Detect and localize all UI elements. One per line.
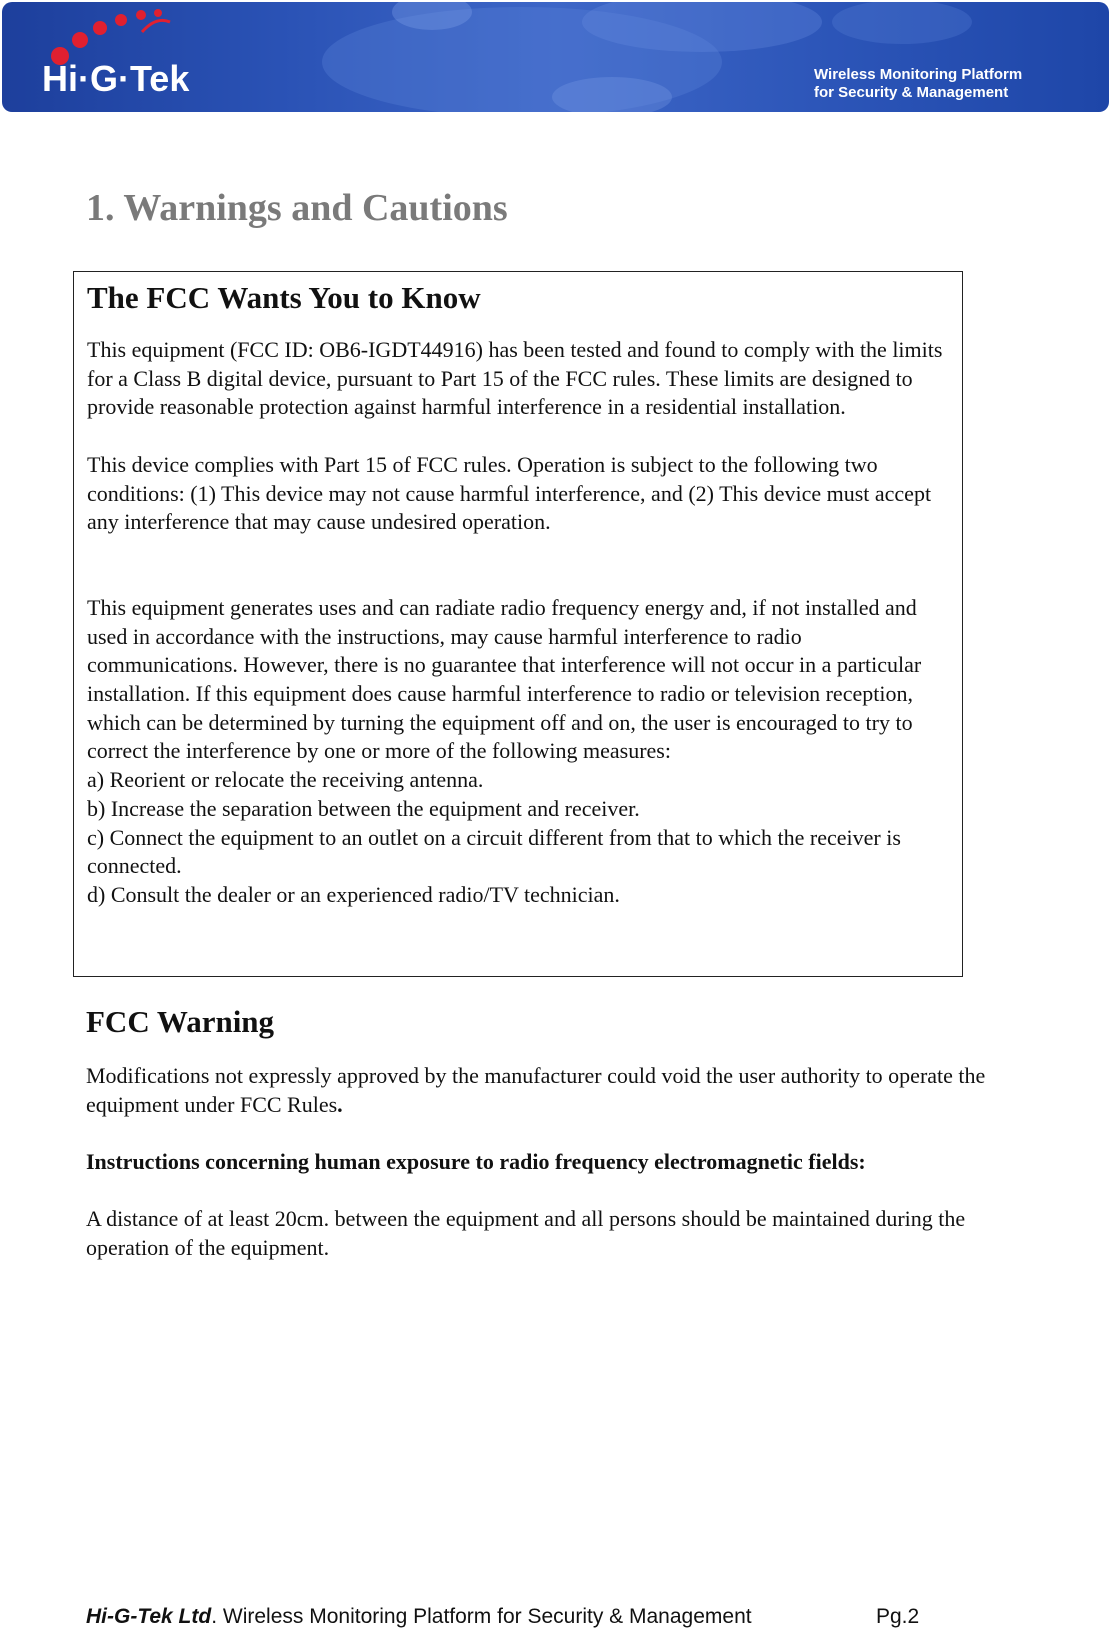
footer-text: . Wireless Monitoring Platform for Security & Management xyxy=(211,1605,752,1628)
tagline-line1: Wireless Monitoring Platform xyxy=(814,66,1023,83)
header-tagline xyxy=(814,66,1022,102)
measure-item: b) Increase the separation between the equipment and receiver. xyxy=(87,795,640,821)
page-footer xyxy=(86,1605,920,1629)
page-prefix: Pg. xyxy=(876,1605,908,1628)
exposure-paragraph: A distance of at least 20cm. between the equipment and all persons should be maintained during the operation of the equipment. xyxy=(86,1206,966,1261)
modifications-text: Modifications not expressly approved by the manufacturer could void the user authority to operate the equipment under FCC Rules xyxy=(86,1063,986,1117)
measure-item: d) Consult the dealer or an experienced radio/TV technician. xyxy=(87,881,620,907)
interference-paragraph: This equipment generates uses and can radiate radio frequency energy and, if not installed and used in accordance with the instructions, may cause harmful interference to radio communications. However, there is no guarantee that interference will not occur in a particular installation. If this equipment does cause harmful interference to radio or television reception, which can be determined by turning the equipment off and on, the user is encouraged to try to correct the interference by one or more of the following measures: xyxy=(87,594,922,764)
fcc-notice-box xyxy=(73,271,963,977)
part15-conditions-paragraph: This device complies with Part 15 of FCC rules. Operation is subject to the following two conditions: (1) This device may not cause harmful interference, and (2) This device must accept any interference that may cause undesired operation. xyxy=(87,451,932,535)
measure-item: c) Connect the equipment to an outlet on a circuit different from that to which the receiver is connected. xyxy=(87,824,901,879)
brand-logo-text: Hi·G·Tek xyxy=(42,58,190,99)
section-title: 1. Warnings and Cautions xyxy=(86,187,508,229)
header-banner xyxy=(2,2,1109,112)
fcc-compliance-paragraph: This equipment (FCC ID: OB6-IGDT44916) has been tested and found to comply with the limits for a Class B digital device, pursuant to Part 15 of the FCC rules. These limits are designed to provide reasonable protection against harmful interference in a residential installation. xyxy=(87,337,943,420)
footer-company: Hi-G-Tek Ltd xyxy=(86,1605,212,1628)
page-number xyxy=(876,1605,919,1629)
fcc-warning-section xyxy=(86,1002,1006,1263)
fcc-warning-title: FCC Warning xyxy=(86,1004,275,1039)
modifications-paragraph xyxy=(86,1062,1006,1119)
page-number-value: 2 xyxy=(907,1605,920,1628)
exposure-heading: Instructions concerning human exposure to radio frequency electromagnetic fields: xyxy=(86,1149,866,1175)
tagline-line2: for Security & Management xyxy=(814,84,1009,101)
modifications-period: . xyxy=(337,1091,343,1117)
measure-item: a) Reorient or relocate the receiving antenna. xyxy=(87,767,484,793)
fcc-box-title: The FCC Wants You to Know xyxy=(87,280,481,315)
